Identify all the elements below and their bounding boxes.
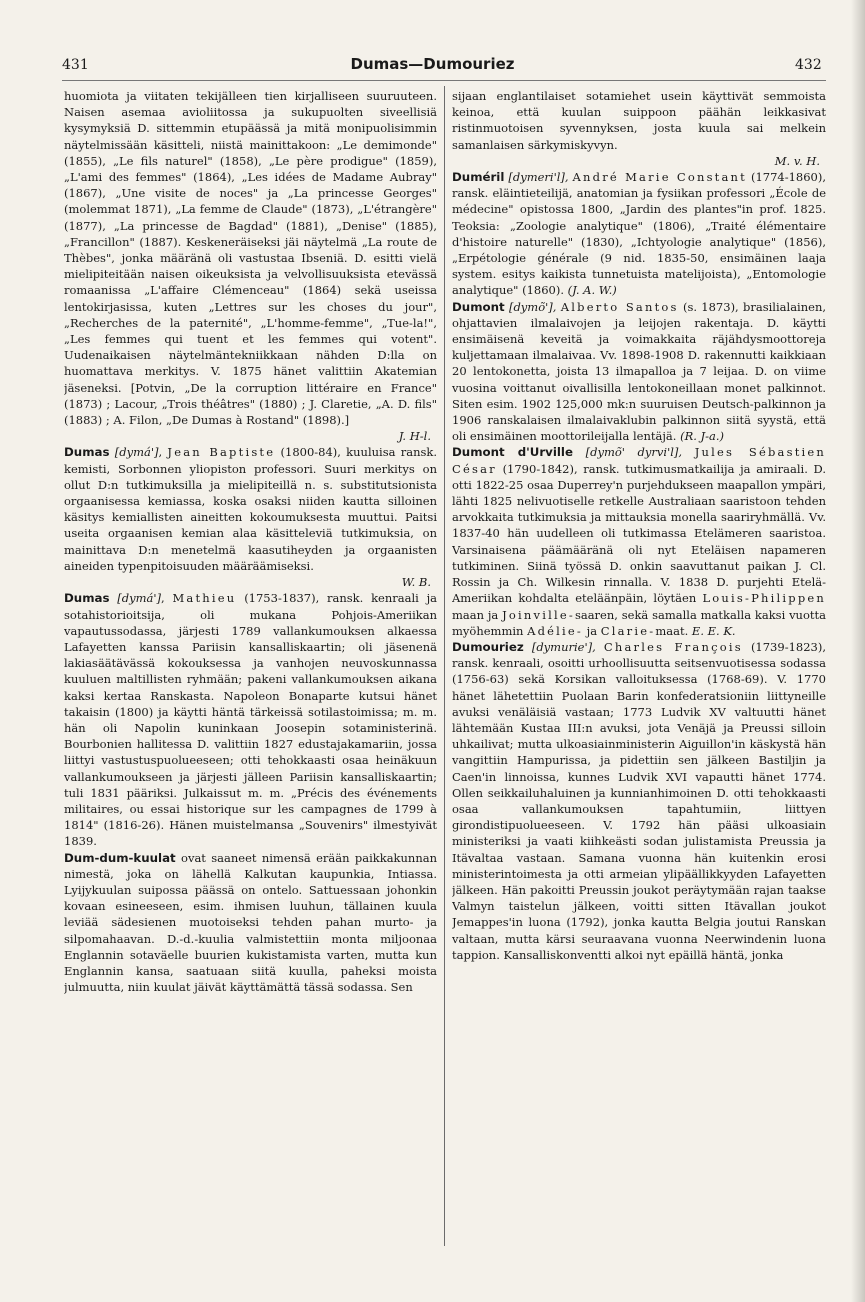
headword: Dumont bbox=[452, 299, 505, 314]
pronunciation: [dymá'] bbox=[114, 445, 159, 460]
left-column bbox=[64, 88, 437, 1260]
given-names: Jean Baptiste bbox=[167, 445, 276, 460]
entry-text: (s. 1873), brasilialainen, ohjattavien ilmalaivojen ja leijojen rakentaja. D. käytti ensimäisenä keveitä ja voimakkaita räjähdysmoottoreja kuljettamaan ilmalaivaa. Vv. 1898-1908 D. rakennutti kaikkiaan 20 lentokonetta, joista 13 ilmapalloa ja 7 leijaa. D. on viime vuosina voittanut oivallisilla lentokoneillaan monet palkinnot. Siten esim. 1902 125,000 mk:n suuruisen Deutsch-palkinnon ja 1906 ranskalaisen ilmalaivaklubin palkinnon siitä syystä, että oli ensimäinen moottorileijalla lentäjä. bbox=[452, 299, 826, 444]
entry-text: ja bbox=[586, 623, 598, 638]
entry-text: (1753-1837), ransk. kenraali ja sotahistorioitsija, oli mukana Pohjois-Ameriikan vapautussodassa, järjesti 1789 vallankumouksen alkaessa Lafayetten kanssa Pariisin kansalliskaartin; oli jäsenenä lakiasäätävässä kokouksessa ja vanhojen neuvoskunnassa kuuluen maltillisten ryhmään; pakeni vallankumouksen aikana kaksi kertaa Ranskasta. Napoleon Bonaparte kutsui hänet takaisin (1800) ja käytti häntä tärkeissä sotilastoimissa; m. m. hän oli Napolin kuninkaan Joosepin sotaministerinä. Bourbonien hallitessa D. valittiin 1827 edustajakamariin, jossa liittyi vastustuspuolueeseen; otti tehokkaasti osaa heinäkuun vallankumoukseen ja järjesti jälleen Pariisin kansalliskaartin; tuli 1831 pääriksi. Julkaissut m. m. „Précis des événements militaires, ou essai historique sur les campagnes de 1799 à 1814" (1816-26). Hänen muistelmansa „Souvenirs" ilmestyivät 1839. bbox=[64, 591, 437, 849]
entry-text: (1774-1860), ransk. eläintieteilijä, anatomian ja fysiikan professori „École de médecine" opistossa 1800, „Jardin des plantes"in prof. 1825. Teoksia: „Zoologie analytique" (1806), „Traité élémentaire d'histoire naturelle" (1830), „Ichtyologie analytique" (1856), „Erpétologie générale (9 nid. 1835-50, ensimäinen laaja system. esitys kaikista tunnetuista matelijoista), „Entomologie analytique" (1860). bbox=[452, 170, 826, 298]
pronunciation: [dymõ'], bbox=[508, 299, 557, 314]
entry-dumouriez bbox=[452, 639, 826, 963]
given-names: Mathieu bbox=[172, 591, 237, 606]
entry-dumont-durville bbox=[452, 444, 826, 638]
headword: Dumas bbox=[64, 445, 110, 460]
place-name: Clarie- bbox=[600, 623, 656, 638]
header-rule bbox=[62, 80, 826, 81]
signature: M. v. H. bbox=[774, 153, 820, 168]
entry-dum-dum bbox=[64, 850, 437, 996]
entry-dumas-jean-baptiste: Dumas [dymá'], Jean Baptiste (1800-84), kuuluisa ransk. kemisti, Sorbonnen yliopiston professori. Suuri merkitys on ollut D:n tutkimuksilla ja mielipiteillä n. s. substitutsionista orgaanisessa kemiassa, koska osaksi niiden kautta silloinen käsitys kemiallisten aineitten kokoumuksesta muuttui. Paitsi useita orgaanisen kemian alaa käsitteleviä tutkimuksia, on mainittava D:n menetelmä kaasutiheyden ja orgaanisten aineiden typenpitoisuuden määräämiseksi. bbox=[64, 445, 437, 573]
page-number-left: 431 bbox=[62, 57, 89, 73]
headword: Dumouriez bbox=[452, 639, 524, 654]
place-name: Louis-Philippen bbox=[702, 591, 826, 606]
page-number-right: 432 bbox=[795, 57, 822, 73]
right-column bbox=[452, 88, 826, 1260]
entry-dumeril bbox=[452, 169, 826, 299]
signature: (R. J-a.) bbox=[680, 429, 725, 444]
entry-continuation: sijaan englantilaiset sotamiehet usein käyttivät semmoista keinoa, että kuulan suippoon päähän leikkasivat ristinmuotoisen syvennyksen, josta kuula sai melkein samanlaisen särkymiskyvyn. bbox=[452, 89, 826, 152]
column-divider bbox=[444, 86, 445, 1246]
given-names: Alberto Santos bbox=[560, 299, 679, 314]
signature: W. B. bbox=[401, 575, 431, 590]
pronunciation: [dymurie'], bbox=[531, 639, 596, 654]
given-names: Charles François bbox=[603, 639, 743, 654]
pronunciation: [dymeri'l], bbox=[508, 170, 569, 185]
entry-text: (1739-1823), ransk. kenraali, osoitti urhoollisuutta seitsenvuotisessa sodassa (1756-63) sekä Korsikan valloituksessa (1768-69). V. 1770 hänet lähetettiin Puolaan Barin konfederatsioniin liittyneille avuksi venäläisiä vastaan; 1773 Ludvik XV valtuutti hänet lähtemään Kustaa III:n avuksi, jota Venäjä ja Preussi silloin uhkailivat; mutta ulkoasiainministerin Aiguillon'in käskystä hän vangittiin Hampurissa, ja pidettiin sen jälkeen Bastiljin ja Caen'in linnoissa, kunnes Ludvik XVI vapautti hänet 1774. Ollen seikkailuhaluinen ja kunnianhimoinen D. otti tehokkaasti osaa vallankumouksen tapahtumiin, liittyen girondistipuolueeseen. V. 1792 hän pääsi ulkoasiain ministeriksi ja vaati kiihkeästi sodan julistamista Preussia ja Itävaltaa vastaan. Samana vuonna hän kuitenkin erosi ministerintoimesta ja otti armeian ylipäällikkyyden Lafayetten jälkeen. Hän pakoitti Preussin joukot peräytymään rajan taakse Valmyn taistelun jälkeen, voitti sitten Itävallan joukot Jemappes'in luona (1792), jonka kautta Belgia joutui Ranskan valtaan, mutta kärsi seuraavana vuonna Neerwindenin luona tappion. Kansalliskonventti alkoi nyt epäillä häntä, jonka bbox=[452, 639, 826, 962]
signature: J. H-l. bbox=[398, 429, 431, 444]
entry-dumont-santos bbox=[452, 299, 826, 445]
running-title: Dumas—Dumouriez bbox=[350, 55, 515, 73]
entry-text: saaren, sekä samalla matkalla kaksi vuotta myöhemmin bbox=[452, 607, 826, 638]
entry-continuation: huomiota ja viitaten tekijälleen tien kirjalliseen suuruuteen. Naisen asemaa avioliitossa ja sukupuolten siveellisiä kysymyksiä D. sittemmin etupäässä ja mitä monipuolisimmin näytelmissään käsitteli, niistä mainittakoon: „Le demimonde" (1855), „Le fils naturel" (1858), „Le père prodigue" (1859), „L'ami des femmes" (1864), „Les idées de Madame Aubray" (1867), „Une visite de noces" ja „La princesse Georges" (molemmat 1871), „La femme de Claude" (1873), „L'étrangère" (1877), „La princesse de Bagdad" (1881), „Denise" (1885), „Francillon" (1887). Keskeneräiseksi jäi näytelmä „La route de Thèbes", jonka määränä oli vastustaa Ibseniä. D. esitti vielä mielipiteitään naisen oikeuksista ja velvollisuuksista etevässä romaanissa „L'affaire Clémenceau" (1864) sekä useissa lentokirjasissa, kuten „Lettres sur les choses du jour", „Recherches de la paternité", „L'homme-femme", „Tue-la!", „Les femmes qui tuent et les femmes qui votent". Uudenaikaisen näytelmäntekniikkaan nähden D:lla on huomattava merkitys. V. 1875 hänet valittiin Akatemian jäseneksi. [Potvin, „De la corruption littéraire en France" (1873) ; Lacour, „Trois théâtres" (1880) ; J. Claretie, „A. D. fils" (1883) ; A. Filon, „De Dumas à Rostand" (1898).] bbox=[64, 89, 437, 428]
headword: Dumont d'Urville bbox=[452, 445, 573, 460]
place-name: Joinville- bbox=[502, 607, 575, 622]
page-header bbox=[0, 0, 865, 80]
headword: Dum-dum-kuulat bbox=[64, 850, 176, 865]
entry-text: maan ja bbox=[452, 607, 499, 622]
entry-text: (1790-1842), ransk. tutkimusmatkailija ja amiraali. D. otti 1822-25 osaa Duperrey'n purjehdukseen maapallon ympäri, lähti 1825 nelivuotiselle retkelle Australiaan saaristoon tehden arvokkaita tutkimuksia ja mittauksia monella saariryhmällä. Vv. 1837-40 hän uudelleen oli tutkimassa Etelämeren saaristoa. Varsinaisena päämääränä oli nyt Eteläisen napameren tutkiminen. Siinä työssä D. onkin saavuttanut paikan J. Cl. Rossin ja Ch. Wilkesin rinnalla. V. 1838 D. purjehti Etelä-Ameriikan kohdalta eteläänpäin, löytäen bbox=[452, 461, 826, 606]
entry-dumas-mathieu: Dumas [dymá'], Mathieu (1753-1837), ransk. kenraali ja sotahistorioitsija, oli mukana Pohjois-Ameriikan vapautussodassa, järjesti 1789 vallankumouksen alkaessa Lafayetten kanssa Pariisin kansalliskaartin; oli jäsenenä lakiasäätävässä kokouksessa ja vanhojen neuvoskunnassa kuuluen maltillisten ryhmään; pakeni vallankumouksen aikana kaksi kertaa Ranskasta. Napoleon Bonaparte kutsui hänet takaisin (1800) ja käytti häntä tärkeissä sotilastoimissa; m. m. hän oli Napolin kuninkaan Joosepin sotaministerinä. Bourbonien hallitessa D. valittiin 1827 edustajakamariin, jossa liittyi vastustuspuolueeseen; otti tehokkaasti osaa heinäkuun vallankumoukseen ja järjesti jälleen Pariisin kansalliskaartin; tuli 1831 pääriksi. Julkaissut m. m. „Précis des événements militaires, ou essai historique sur les campagnes de 1799 à 1814" (1816-26). Hänen muistelmansa „Souvenirs" ilmestyivät 1839. bbox=[64, 591, 437, 849]
signature: (J. A. W.) bbox=[567, 283, 617, 298]
pronunciation: [dymõ' dyrvi'l], bbox=[585, 445, 683, 460]
signature: E. E. K. bbox=[691, 623, 736, 638]
headword: Duméril bbox=[452, 170, 505, 185]
headword: Dumas bbox=[64, 591, 110, 606]
pronunciation: [dymá'] bbox=[117, 591, 162, 606]
page-edge-shadow bbox=[851, 0, 865, 1302]
entry-text: (1800-84), kuuluisa ransk. kemisti, Sorbonnen yliopiston professori. Suuri merkitys on ollut D:n tutkimuksilla ja mielipiteillä n. s. substitutsionista orgaanisessa kemiassa, koska osaksi niiden kautta silloinen käsitys kemiallisten aineitten kokoumuksesta muuttui. Paitsi useita orgaanisen kemian alaa käsitteleviä tutkimuksia, on mainittava D:n menetelmä kaasutiheyden ja orgaanisten aineiden typenpitoisuuden määräämiseksi. bbox=[64, 445, 437, 573]
given-names: Jules Sébastien César bbox=[452, 445, 826, 476]
place-name: Adélie- bbox=[527, 623, 584, 638]
entry-text: ovat saaneet nimensä erään paikkakunnan nimestä, joka on lähellä Kalkutan kaupunkia, Intiassa. Lyijykuulan suipossa päässä on ontelo. Sattuessaan johonkin kovaan esineeseen, esim. ihmisen luuhun, tällainen kuula leviää sädesienen muotoiseksi tehden pahan murto- ja silpomahaavan. D.-d.-kuulia valmistettiin monta miljoonaa Englannin sotaväelle buurien kukistamista varten, mutta kun Englannin kansa, saatuaan siitä kuulla, paheksi moista julmuutta, niin kuulat jäivät käyttämättä tässä sodassa. Sen bbox=[64, 850, 437, 995]
given-names: André Marie Constant bbox=[572, 170, 747, 185]
entry-text: maat. bbox=[655, 623, 689, 638]
